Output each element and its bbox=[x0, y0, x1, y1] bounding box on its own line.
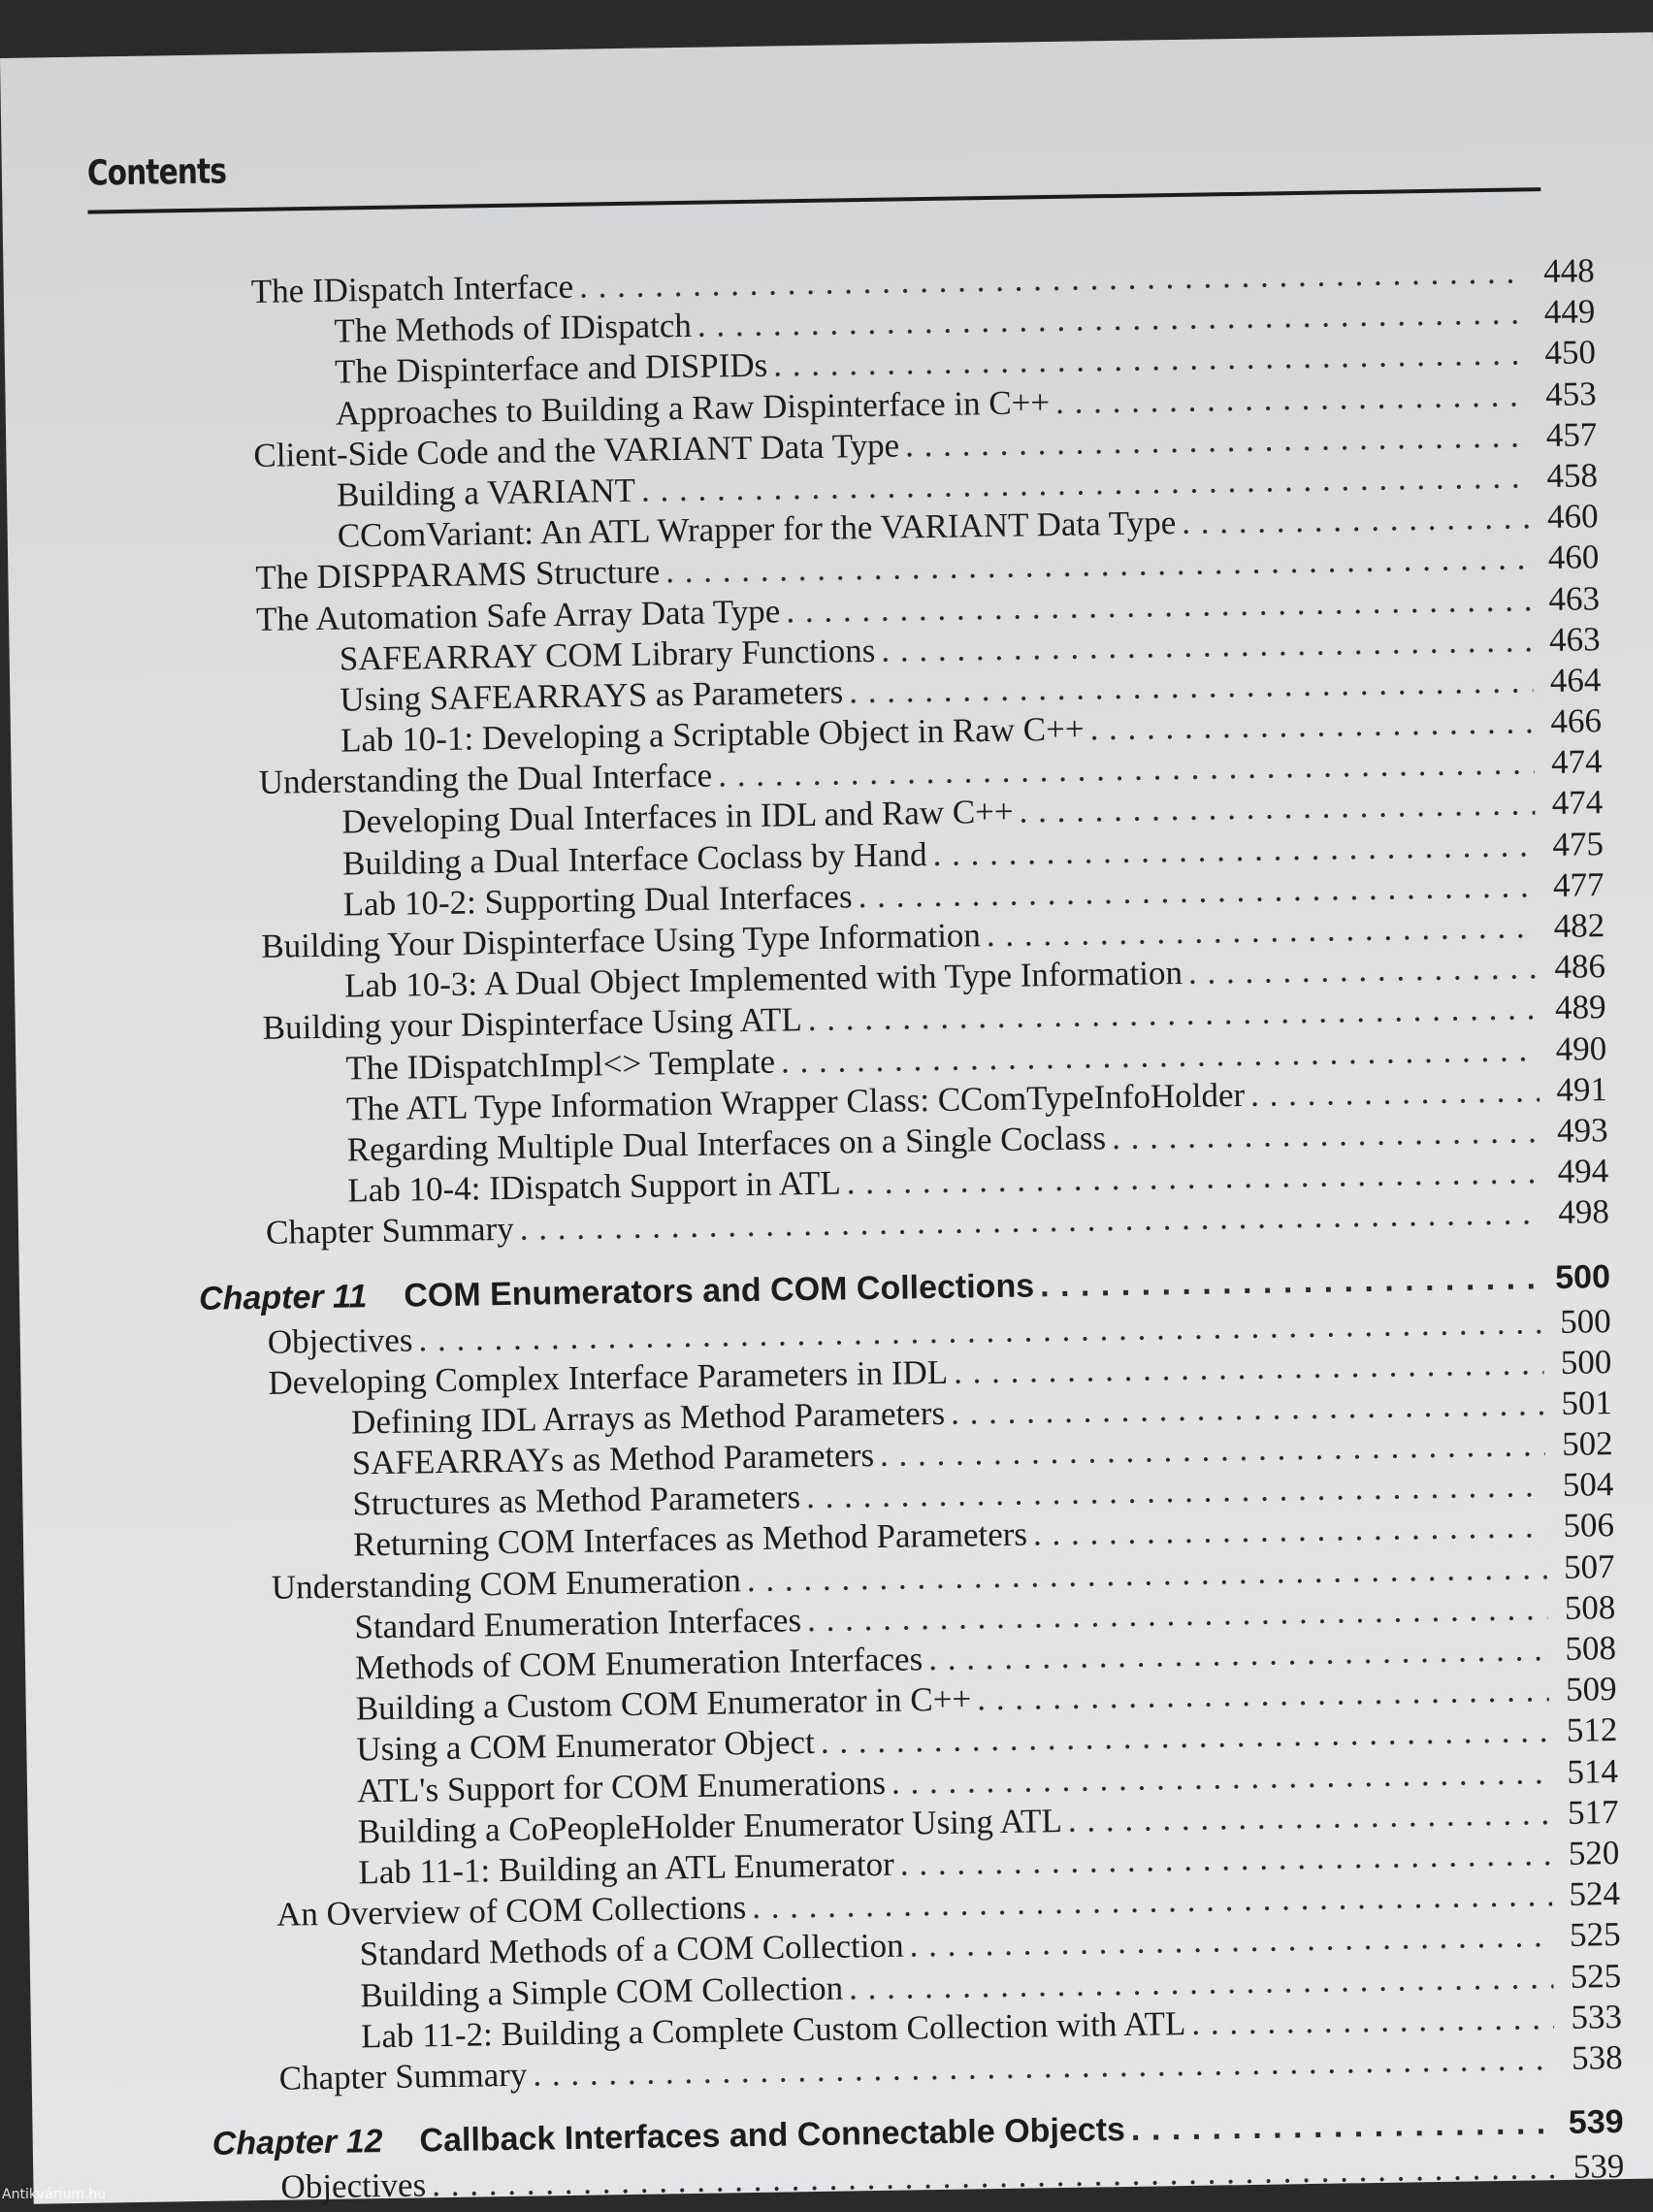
toc-page-number: 464 bbox=[1549, 661, 1602, 699]
toc-page-number: 466 bbox=[1550, 701, 1603, 741]
toc-entry-title: Building your Dispinterface Using ATL bbox=[262, 1000, 803, 1048]
toc-entry-title: The IDispatch Interface bbox=[250, 267, 574, 310]
toc-page-number: 490 bbox=[1555, 1028, 1607, 1068]
toc-entry-title: Returning COM Interfaces as Method Parameters bbox=[352, 1514, 1028, 1564]
toc-page-number: 500 bbox=[1559, 1301, 1611, 1341]
toc-entry-title: Developing Dual Interfaces in IDL and Raw C++ bbox=[341, 793, 1014, 841]
toc-page-number: 507 bbox=[1563, 1546, 1615, 1586]
toc-entry-title: ATL's Support for COM Enumerations bbox=[356, 1763, 887, 1809]
toc-page-number: 494 bbox=[1557, 1152, 1609, 1191]
dot-leader bbox=[1089, 701, 1534, 749]
toc-entry-title: Regarding Multiple Dual Interfaces on a Single Coclass bbox=[346, 1119, 1107, 1169]
toc-entry-title: Understanding the Dual Interface bbox=[258, 756, 713, 802]
toc-page-number: 501 bbox=[1561, 1382, 1613, 1422]
toc-page-number: 458 bbox=[1546, 456, 1599, 495]
toc-page-number: 474 bbox=[1551, 783, 1604, 823]
dot-leader bbox=[1130, 2098, 1554, 2154]
dot-leader bbox=[1067, 1793, 1550, 1841]
toc-page-number: 533 bbox=[1571, 1997, 1623, 2036]
toc-page-number: 474 bbox=[1550, 742, 1603, 782]
dot-leader bbox=[1055, 374, 1529, 423]
toc-page-number: 463 bbox=[1548, 578, 1601, 618]
toc-entry-title: Lab 11-2: Building a Complete Custom Collection with ATL bbox=[360, 2003, 1186, 2056]
toc-entry-title: Using a COM Enumerator Object bbox=[356, 1723, 816, 1769]
toc-entry-title: Chapter Summary bbox=[278, 2055, 528, 2098]
toc-page-number: 475 bbox=[1552, 824, 1604, 863]
chapter-label: Chapter 12 bbox=[211, 2123, 383, 2163]
toc-page-number: 538 bbox=[1571, 2037, 1623, 2077]
toc-page-number: 453 bbox=[1544, 374, 1597, 413]
toc-entry-title: Understanding COM Enumeration bbox=[271, 1560, 742, 1607]
toc-page-number: 525 bbox=[1570, 1956, 1622, 1996]
toc-page-number: 520 bbox=[1568, 1833, 1620, 1872]
toc-entry-title: Lab 10-4: IDispatch Support in ATL bbox=[347, 1163, 842, 1210]
toc-entry-title: COM Enumerators and COM Collections bbox=[404, 1266, 1035, 1315]
toc-entry-title: Objectives bbox=[267, 1319, 413, 1361]
toc-entry-title: Lab 10-3: A Dual Object Implemented with Type Information bbox=[343, 954, 1183, 1005]
toc-entry-title: Approaches to Building a Raw Dispinterface in C++ bbox=[335, 382, 1051, 433]
toc-page-number: 498 bbox=[1558, 1192, 1610, 1232]
toc-page-number: 514 bbox=[1567, 1751, 1619, 1791]
toc-page-number: 508 bbox=[1564, 1587, 1616, 1627]
dot-leader bbox=[1188, 947, 1539, 993]
toc-entry-title: SAFEARRAYs as Method Parameters bbox=[351, 1436, 875, 1482]
toc-entry-title: CComVariant: An ATL Wrapper for the VARIANT Data Type bbox=[337, 504, 1177, 555]
dot-leader bbox=[1182, 497, 1531, 543]
toc-entry-title: Lab 11-1: Building an ATL Enumerator bbox=[358, 1844, 895, 1892]
toc-entry-title: Objectives bbox=[280, 2165, 427, 2206]
toc-page-number: 491 bbox=[1556, 1069, 1608, 1109]
dot-leader bbox=[1040, 1253, 1541, 1310]
toc-page-number: 463 bbox=[1548, 619, 1601, 659]
toc-page-number: 489 bbox=[1554, 988, 1606, 1027]
header-rule bbox=[87, 187, 1540, 214]
toc-entry-title: The IDispatchImpl<> Template bbox=[345, 1042, 776, 1088]
toc-entry-title: Building a Dual Interface Coclass by Hand bbox=[341, 834, 927, 883]
toc-page-number: 525 bbox=[1569, 1915, 1621, 1955]
toc-entry-title: Client-Side Code and the VARIANT Data Type bbox=[253, 426, 900, 474]
watermark: Antikvárium.hu bbox=[2, 2187, 107, 2202]
toc-page-number: 517 bbox=[1567, 1792, 1619, 1832]
toc-entry-title: The DISPPARAMS Structure bbox=[255, 552, 661, 598]
dot-leader bbox=[1191, 1998, 1554, 2044]
toc-page-number: 506 bbox=[1563, 1506, 1615, 1545]
toc-entry-title: Chapter Summary bbox=[265, 1210, 514, 1252]
chapter-label: Chapter 11 bbox=[198, 1277, 368, 1317]
toc-entry-title: The Methods of IDispatch bbox=[334, 307, 693, 350]
toc-entry-title: Building a Simple COM Collection bbox=[360, 1968, 844, 2014]
toc-page-number: 508 bbox=[1565, 1629, 1617, 1668]
toc-page-number: 477 bbox=[1552, 864, 1604, 904]
table-of-contents bbox=[4, 250, 1625, 2212]
toc-entry-title: The Automation Safe Array Data Type bbox=[255, 591, 781, 638]
toc-page-number: 457 bbox=[1545, 414, 1598, 454]
toc-entry-title: Building a CoPeopleHolder Enumerator Using ATL bbox=[357, 1801, 1063, 1851]
book-page bbox=[0, 32, 1653, 2206]
page-header-title: Contents bbox=[86, 151, 227, 194]
toc-entry-title: Callback Interfaces and Connectable Objects bbox=[419, 2111, 1126, 2160]
toc-page-number: 539 bbox=[1572, 2147, 1625, 2186]
toc-page-number: 539 bbox=[1568, 2103, 1624, 2141]
toc-entry-title: Building a VARIANT bbox=[336, 471, 636, 514]
toc-page-number: 486 bbox=[1554, 947, 1606, 987]
toc-entry-title: Standard Methods of a COM Collection bbox=[359, 1926, 904, 1973]
toc-page-number: 504 bbox=[1562, 1465, 1614, 1505]
toc-page-number: 460 bbox=[1547, 537, 1600, 577]
toc-entry-title: Using SAFEARRAYS as Parameters bbox=[340, 672, 844, 719]
toc-page-number: 500 bbox=[1560, 1342, 1612, 1382]
toc-page-number: 448 bbox=[1542, 251, 1595, 291]
toc-entry-title: An Overview of COM Collections bbox=[276, 1888, 747, 1934]
toc-page-number: 493 bbox=[1556, 1111, 1608, 1150]
toc-entry-title: Building a Custom COM Enumerator in C++ bbox=[355, 1679, 972, 1728]
toc-entry-title: SAFEARRAY COM Library Functions bbox=[339, 631, 876, 678]
toc-page-number: 509 bbox=[1565, 1670, 1617, 1709]
toc-entry-title: Lab 10-1: Developing a Scriptable Object in Raw C++ bbox=[340, 709, 1085, 760]
toc-page-number: 482 bbox=[1553, 906, 1605, 945]
toc-entry-title: Methods of COM Enumeration Interfaces bbox=[354, 1640, 924, 1687]
toc-entry-title: The Dispinterface and DISPIDs bbox=[334, 345, 768, 391]
dot-leader bbox=[1250, 1070, 1540, 1116]
toc-page-number: 450 bbox=[1544, 333, 1597, 373]
toc-page-number: 460 bbox=[1546, 497, 1599, 537]
toc-entry-title: Developing Complex Interface Parameters in IDL bbox=[268, 1352, 949, 1402]
toc-page-number: 524 bbox=[1569, 1874, 1621, 1913]
toc-entry-title: Lab 10-2: Supporting Dual Interfaces bbox=[342, 877, 853, 924]
toc-entry-title: Defining IDL Arrays as Method Parameters bbox=[350, 1393, 946, 1442]
toc-page-number: 449 bbox=[1543, 292, 1596, 332]
toc-entry-title: The ATL Type Information Wrapper Class: CComTypeInfoHolder bbox=[345, 1075, 1246, 1128]
toc-entry-title: Standard Enumeration Interfaces bbox=[354, 1601, 802, 1646]
toc-page-number: 500 bbox=[1554, 1257, 1611, 1296]
toc-page-number: 512 bbox=[1566, 1710, 1618, 1750]
toc-entry-title: Structures as Method Parameters bbox=[352, 1478, 801, 1523]
dot-leader bbox=[1112, 1111, 1540, 1158]
toc-page-number: 502 bbox=[1561, 1424, 1613, 1463]
toc-entry-title: Building Your Dispinterface Using Type Information bbox=[261, 916, 982, 965]
